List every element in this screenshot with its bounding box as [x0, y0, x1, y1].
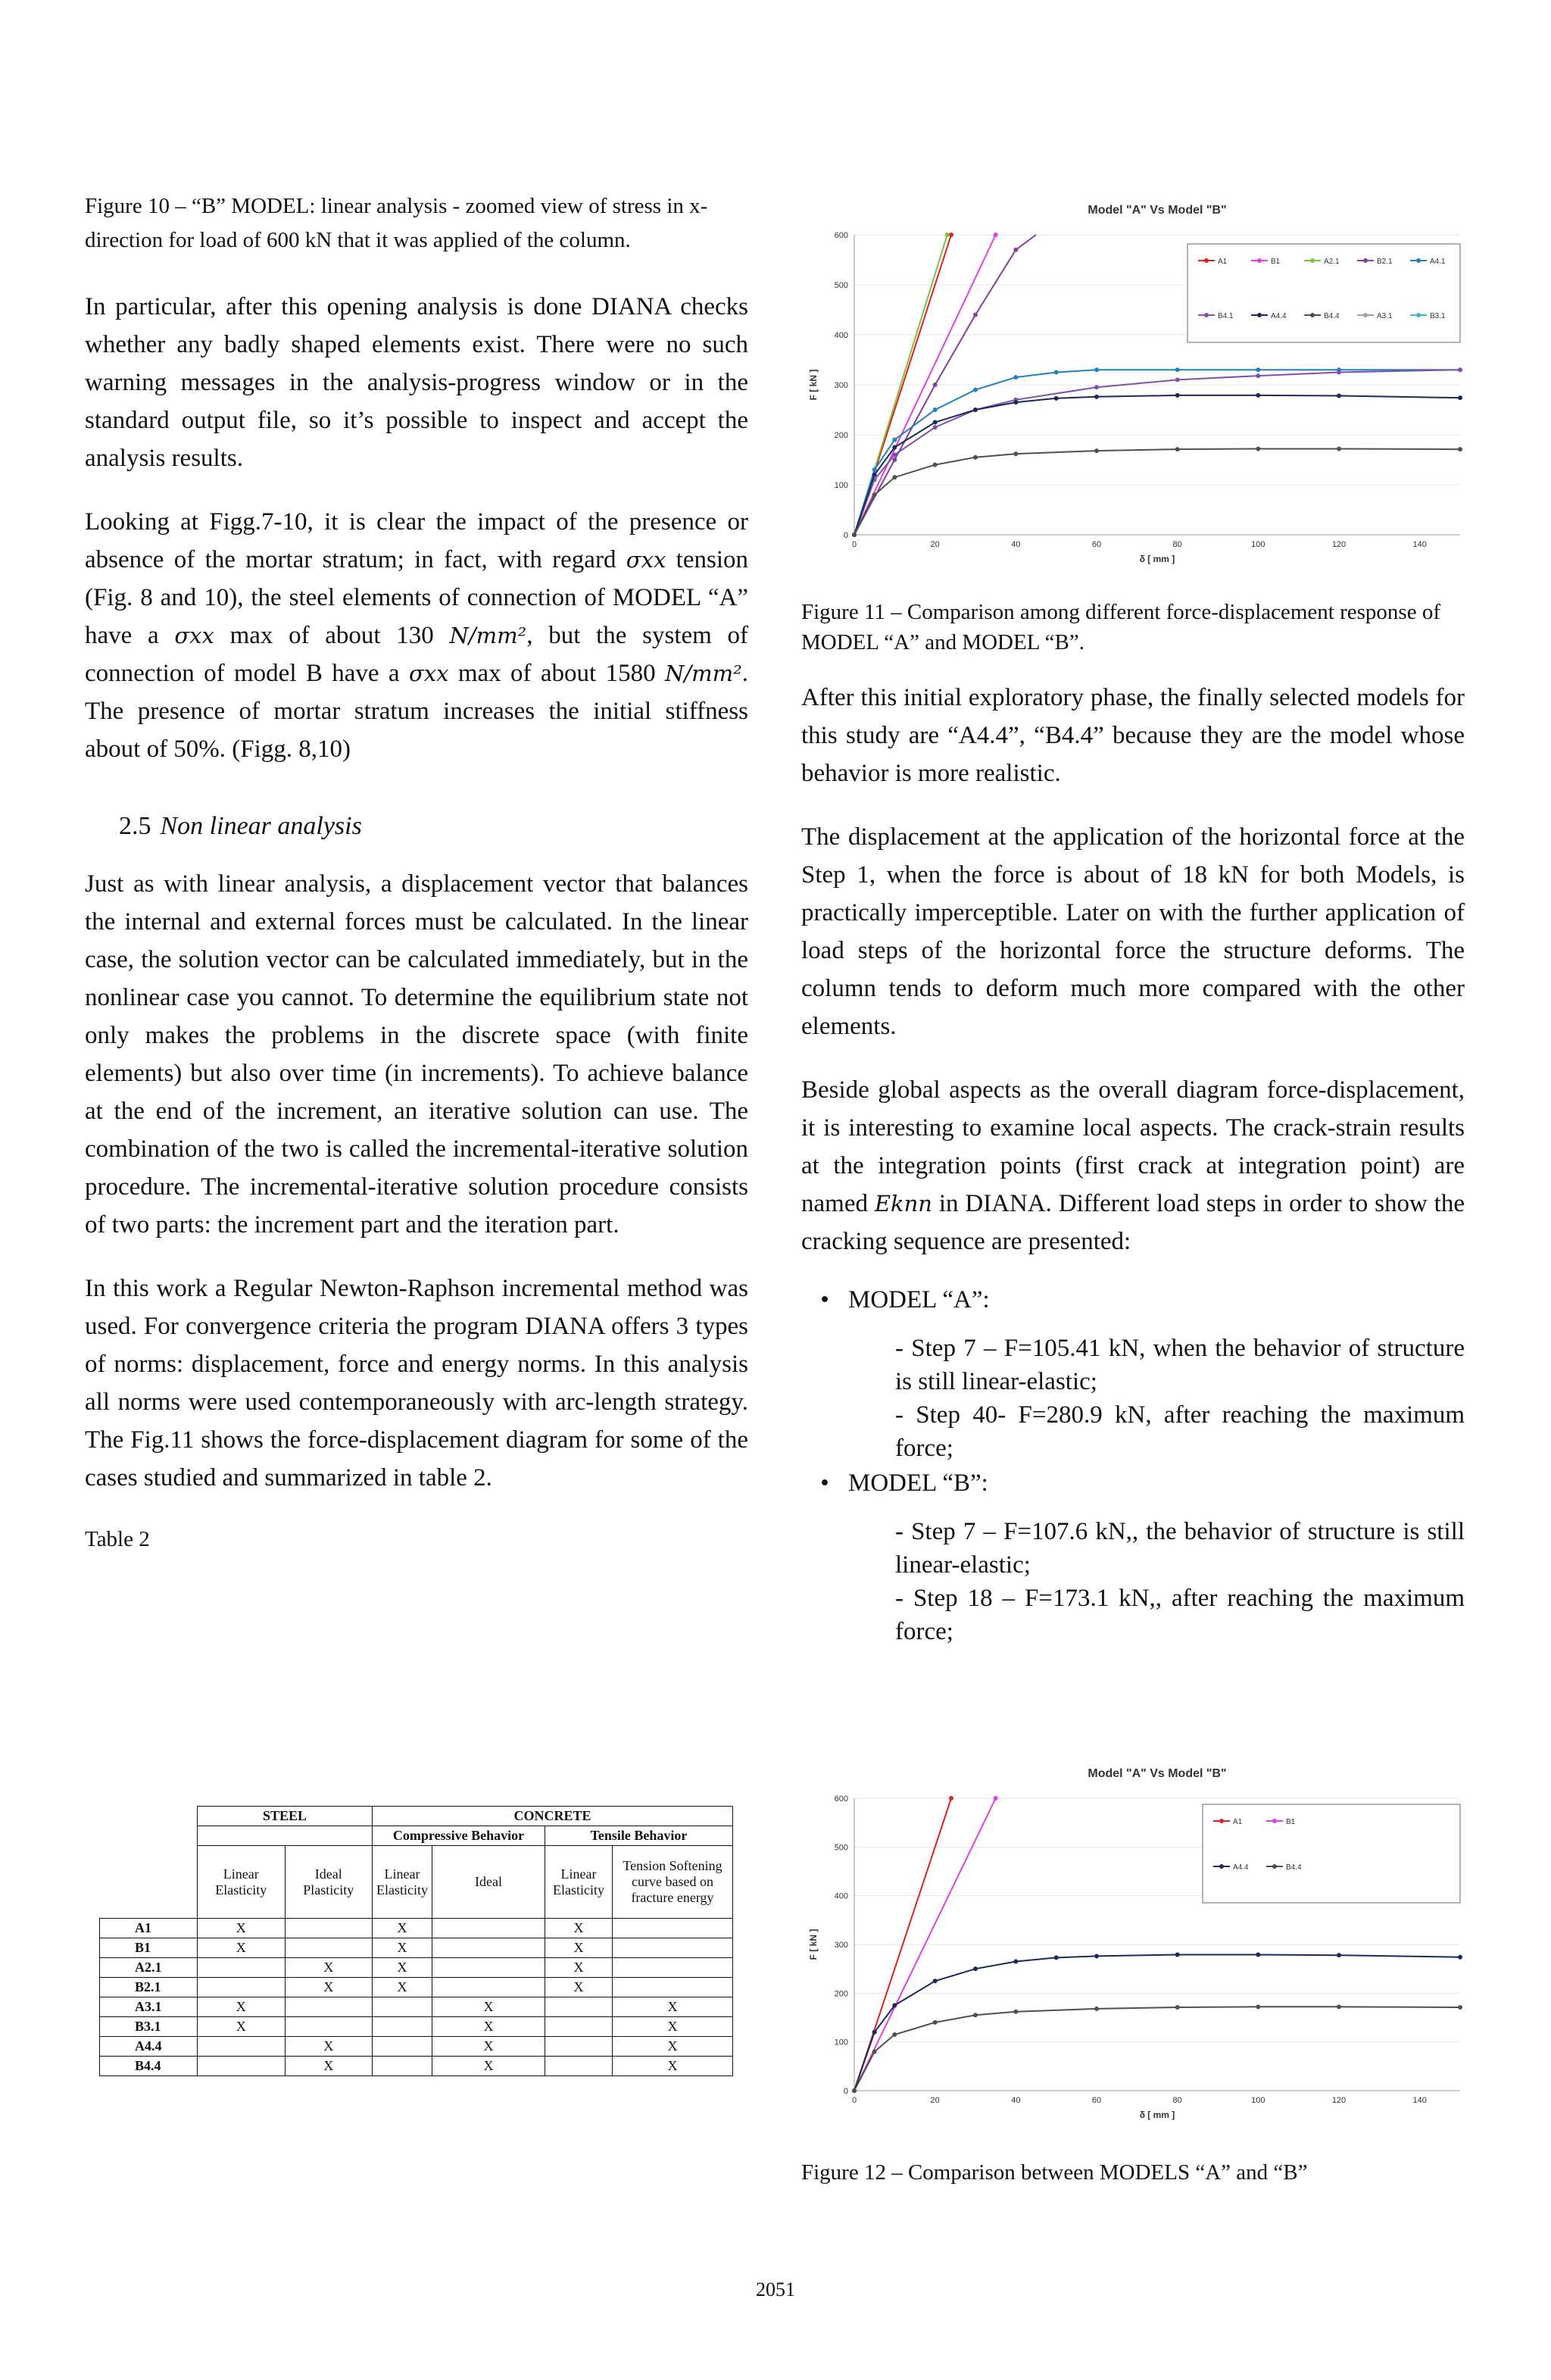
data-point — [933, 383, 938, 387]
x-tick-label: 140 — [1412, 540, 1427, 549]
table-row — [100, 1997, 733, 2017]
x-tick-label: 40 — [1011, 540, 1021, 549]
data-point — [1094, 385, 1099, 389]
table-cell: X — [613, 2037, 733, 2057]
data-point — [1256, 2004, 1260, 2009]
p2-text-e: max of about 1580 — [448, 660, 665, 687]
sigma-xx-symbol: σxx — [626, 547, 666, 573]
legend-marker — [1219, 1864, 1224, 1869]
x-tick-label: 140 — [1412, 2096, 1427, 2105]
data-point — [933, 1979, 938, 1983]
table-row — [100, 1938, 733, 1958]
y-tick-label: 0 — [843, 2087, 848, 2096]
data-point — [994, 233, 998, 237]
data-point — [973, 313, 978, 317]
data-point — [1013, 375, 1018, 379]
data-point — [933, 463, 938, 467]
series-line-a4-4 — [854, 1955, 1460, 2091]
data-point — [872, 2050, 877, 2054]
x-tick-label: 0 — [851, 540, 857, 549]
table-cell — [432, 1958, 545, 1978]
data-point — [892, 452, 897, 457]
page-number: 2051 — [756, 2278, 795, 2300]
table-cell: X — [285, 1958, 373, 1978]
table-cell — [432, 1938, 545, 1958]
table-cell — [545, 2017, 613, 2037]
legend-marker — [1363, 258, 1368, 263]
unit-symbol: N/mm² — [664, 661, 742, 686]
legend-marker — [1310, 313, 1315, 317]
data-point — [1175, 377, 1180, 382]
x-tick-label: 20 — [930, 2096, 940, 2105]
table-cell — [545, 2057, 613, 2076]
table-cell: X — [285, 1978, 373, 1997]
data-point — [1094, 367, 1099, 372]
legend-label: B4.4 — [1286, 1863, 1302, 1872]
data-point — [1013, 451, 1018, 456]
bullet-dot: • — [820, 1470, 829, 1497]
legend-label: B3.1 — [1430, 312, 1446, 320]
legend-label: A1 — [1218, 258, 1228, 266]
data-point — [1054, 370, 1059, 375]
x-tick-label: 80 — [1172, 2096, 1182, 2105]
table-cell — [285, 1938, 373, 1958]
legend-marker — [1219, 1819, 1224, 1823]
table-cell: X — [613, 1997, 733, 2017]
data-point — [933, 2020, 938, 2025]
table-2 — [99, 1806, 733, 2076]
data-point — [872, 492, 877, 497]
data-point — [1458, 447, 1462, 451]
data-point — [1256, 393, 1260, 398]
table-cell — [432, 1919, 545, 1938]
table-cell: X — [432, 2057, 545, 2076]
paragraph-displacement: The displacement at the application of the horizontal force at the Step 1, when the force is about of 18 kN for both Models, is practically imperceptible. Later on with the further application of load steps of the horizontal force the structure deforms. The column tends to deform much more compared with the other elements. — [801, 823, 1465, 1040]
data-point — [1094, 2007, 1099, 2011]
data-point — [1013, 2010, 1018, 2014]
table-cell — [285, 2017, 373, 2037]
series-line-a4-1 — [854, 370, 1460, 535]
data-point — [973, 1966, 978, 1971]
y-tick-label: 400 — [834, 1891, 848, 1901]
sigma-xx-symbol: σxx — [174, 623, 214, 648]
data-point — [1256, 373, 1260, 378]
legend-label: A1 — [1233, 1818, 1243, 1826]
table-cell — [373, 2037, 432, 2057]
table-row — [100, 1919, 733, 1938]
table-cell — [373, 1997, 432, 2017]
data-point — [945, 233, 950, 237]
y-tick-label: 100 — [834, 481, 848, 490]
data-point — [892, 475, 897, 479]
y-tick-label: 200 — [834, 431, 848, 440]
model-a-step-7: - Step 7 – F=105.41 kN, when the behavior of structure is still linear-elastic; — [895, 1335, 1465, 1395]
p2-text-d: , but the system of connection of model B have a — [85, 622, 748, 687]
table-cell: X — [285, 2037, 373, 2057]
table-cell — [373, 2057, 432, 2076]
header-ideal-plasticity: Ideal Plasticity — [285, 1846, 373, 1919]
table-cell — [198, 2037, 286, 2057]
sigma-xx-symbol: σxx — [408, 661, 449, 686]
legend-marker — [1272, 1864, 1277, 1869]
y-axis-label: F [ kN ] — [808, 369, 819, 401]
data-point — [1054, 396, 1059, 401]
eknn-symbol: Eknn — [874, 1191, 932, 1217]
table-cell: X — [432, 2017, 545, 2037]
data-point — [1094, 395, 1099, 399]
data-point — [1256, 367, 1260, 372]
paragraph-nonlinear: Just as with linear analysis, a displacement vector that balances the internal and external forces must be calculated. In the linear case, the solution vector can be calculated immediately, but in the nonlinear case you cannot. To determine the equilibrium state not only makes the problems in the discrete space (with finite elements) but also over time (in increments). To achieve balance at the end of the increment, an iterative solution can use. The combination of the two is called the incremental-iterative solution procedure. The incremental-iterative solution procedure consists of two parts: the increment part and the iteration part. — [85, 870, 748, 1238]
table-cell — [285, 1919, 373, 1938]
legend-label: A4.4 — [1233, 1863, 1249, 1872]
legend-marker — [1204, 313, 1209, 317]
table-cell: X — [198, 1997, 286, 2017]
paragraph-crack-strain — [801, 1071, 1465, 1260]
table-row — [100, 2017, 733, 2037]
table-cell: X — [432, 1997, 545, 2017]
data-point — [1337, 394, 1341, 398]
legend-label: B4.4 — [1324, 312, 1340, 320]
table-row — [100, 2037, 733, 2057]
legend-marker — [1272, 1819, 1277, 1823]
data-point — [1175, 367, 1180, 372]
data-point — [1256, 446, 1260, 451]
table-cell — [373, 2017, 432, 2037]
data-point — [1175, 1953, 1180, 1957]
x-tick-label: 20 — [930, 540, 940, 549]
table-body — [100, 1919, 733, 2076]
table-row — [100, 2057, 733, 2076]
row-label: A1 — [100, 1919, 198, 1938]
legend-label: A2.1 — [1324, 258, 1340, 266]
row-label: A3.1 — [100, 1997, 198, 2017]
p3-text-a: Beside global aspects as the overall diagram force-displacement, it is interesting to examine local aspects. The crack-strain results at the integration points (first crack at integration point) are named — [801, 1076, 1465, 1217]
row-label: B3.1 — [100, 2017, 198, 2037]
data-point — [852, 2088, 857, 2093]
figure-10-caption: Figure 10 – “B” MODEL: linear analysis - zoomed view of stress in x-direction for load of 600 kN that it was applied of the column. — [85, 194, 708, 252]
y-tick-label: 0 — [843, 531, 848, 540]
data-point — [1094, 448, 1099, 453]
left-column — [85, 189, 748, 1557]
y-tick-label: 500 — [834, 281, 848, 290]
figure-12-caption: Figure 12 – Comparison between MODELS “A” and “B” — [801, 2160, 1308, 2185]
table-cell: X — [373, 1978, 432, 1997]
bullet-model-b — [801, 1465, 1465, 1501]
data-point — [933, 425, 938, 429]
data-point — [1337, 1953, 1341, 1957]
section-heading — [119, 807, 748, 850]
data-point — [1337, 370, 1341, 375]
y-tick-label: 300 — [834, 381, 848, 390]
figure-11-chart — [801, 198, 1468, 577]
legend-marker — [1204, 258, 1209, 263]
bullet-dot: • — [820, 1286, 829, 1313]
table-cell: X — [285, 2057, 373, 2076]
paragraph-mortar-impact — [85, 503, 748, 768]
data-point — [1458, 2005, 1462, 2010]
figure-11-caption: Figure 11 – Comparison among different force-displacement response of MODEL “A” and MODEL “B”. — [801, 600, 1440, 654]
header-linear-elasticity-comp: Linear Elasticity — [373, 1846, 432, 1919]
legend-label: A4.1 — [1430, 258, 1446, 266]
table-cell: X — [545, 1938, 613, 1958]
x-tick-label: 120 — [1331, 540, 1347, 549]
legend-label: A3.1 — [1377, 312, 1393, 320]
x-tick-label: 60 — [1091, 540, 1102, 549]
table-cell: X — [613, 2057, 733, 2076]
data-point — [1458, 1955, 1462, 1960]
data-point — [1054, 1955, 1059, 1960]
bullet-model-a — [801, 1282, 1465, 1318]
y-tick-label: 100 — [834, 2038, 848, 2047]
table-cell — [613, 1919, 733, 1938]
table-cell — [613, 1938, 733, 1958]
table-cell — [545, 1997, 613, 2017]
legend-marker — [1310, 258, 1315, 263]
y-tick-label: 200 — [834, 1989, 848, 1999]
model-b-step-7: - Step 7 – F=107.6 kN,, the behavior of structure is still linear-elastic; — [895, 1518, 1465, 1579]
table-cell: X — [545, 1978, 613, 1997]
section-number: 2.5 — [119, 812, 151, 840]
table-cell: X — [545, 1958, 613, 1978]
series-line-b4-4 — [854, 2007, 1460, 2091]
paragraph-diana-check: In particular, after this opening analysis is done DIANA checks whether any badly shaped elements exist. There were no such warning messages in the analysis-progress window or in the standard output file, so it’s possible to inspect and accept the analysis results. — [85, 293, 748, 472]
x-tick-label: 100 — [1251, 540, 1265, 549]
table-cell — [198, 2057, 286, 2076]
table-cell — [545, 2037, 613, 2057]
legend-marker — [1416, 258, 1421, 263]
chart-title: Model "A" Vs Model "B" — [1088, 1767, 1227, 1780]
data-point — [1458, 367, 1462, 372]
data-point — [872, 2030, 877, 2035]
section-title: Non linear analysis — [160, 812, 362, 840]
table-cell: X — [373, 1958, 432, 1978]
y-tick-label: 500 — [834, 1843, 848, 1853]
data-point — [852, 533, 857, 537]
model-a-step-40: - Step 40- F=280.9 kN, after reaching the maximum force; — [895, 1401, 1465, 1462]
data-point — [892, 458, 897, 462]
unit-symbol: N/mm² — [449, 623, 527, 648]
data-point — [1458, 395, 1462, 400]
table-cell: X — [198, 1919, 286, 1938]
model-b-step-18: - Step 18 – F=173.1 kN,, after reaching the maximum force; — [895, 1585, 1465, 1645]
x-axis-label: δ [ mm ] — [1139, 554, 1175, 564]
header-tensile: Tensile Behavior — [545, 1826, 733, 1846]
bullet-label: MODEL “B”: — [848, 1470, 988, 1497]
legend-marker — [1416, 313, 1421, 317]
table-cell — [198, 1978, 286, 1997]
data-point — [1175, 393, 1180, 398]
data-point — [1175, 2005, 1180, 2010]
p2-text-a: Looking at Figg.7-10, it is clear the impact of the presence or absence of the mortar stratum; in fact, with regard — [85, 508, 748, 573]
x-tick-label: 120 — [1331, 2096, 1347, 2105]
table-cell — [613, 1978, 733, 1997]
row-label: B4.4 — [100, 2057, 198, 2076]
data-point — [973, 455, 978, 460]
table-cell: X — [545, 1919, 613, 1938]
p2-text-f: . The presence of mortar stratum increases the initial stiffness about of 50%. (Figg. 8,10) — [85, 660, 748, 763]
data-point — [1094, 1954, 1099, 1958]
y-tick-label: 600 — [834, 1794, 848, 1804]
header-linear-elasticity-tens: Linear Elasticity — [545, 1846, 613, 1919]
data-point — [949, 1796, 953, 1801]
data-point — [1337, 446, 1341, 451]
table-corner — [100, 1807, 198, 1919]
data-point — [949, 233, 953, 237]
header-concrete: CONCRETE — [373, 1807, 733, 1826]
legend-marker — [1257, 313, 1262, 317]
header-linear-elasticity-steel: Linear Elasticity — [198, 1846, 286, 1919]
p3-text-b: in DIANA. Different load steps in order to show the cracking sequence are presented: — [801, 1190, 1465, 1255]
data-point — [1013, 1960, 1018, 1964]
data-point — [1337, 2004, 1341, 2009]
paragraph-selected-models: After this initial exploratory phase, the finally selected models for this study are “A4.4”, “B4.4” because they are the model whose behavior is more realistic. — [801, 684, 1465, 787]
table-2-label: Table 2 — [85, 1527, 150, 1551]
header-steel: STEEL — [198, 1807, 373, 1826]
y-tick-label: 300 — [834, 1941, 848, 1950]
table-cell: X — [373, 1919, 432, 1938]
bullet-label: MODEL “A”: — [848, 1286, 990, 1313]
data-point — [933, 420, 938, 425]
data-point — [1013, 400, 1018, 404]
header-steel-blank — [198, 1826, 373, 1846]
data-point — [892, 2032, 897, 2037]
legend-label: B1 — [1271, 258, 1281, 266]
data-point — [973, 2013, 978, 2017]
table-cell — [432, 1978, 545, 1997]
table-cell — [198, 1958, 286, 1978]
header-ideal: Ideal — [432, 1846, 545, 1919]
x-tick-label: 60 — [1091, 2096, 1102, 2105]
legend-label: B4.1 — [1218, 312, 1234, 320]
table-cell: X — [613, 2017, 733, 2037]
data-point — [994, 1796, 998, 1801]
x-axis-label: δ [ mm ] — [1139, 2110, 1175, 2120]
table-cell: X — [198, 2017, 286, 2037]
legend-marker — [1257, 258, 1262, 263]
row-label: A4.4 — [100, 2037, 198, 2057]
data-point — [973, 408, 978, 412]
header-tension-softening: Tension Softening curve based on fracture energy — [613, 1846, 733, 1919]
legend-label: A4.4 — [1271, 312, 1287, 320]
data-point — [892, 445, 897, 450]
y-tick-label: 600 — [834, 231, 848, 240]
x-tick-label: 80 — [1172, 540, 1182, 549]
data-point — [1013, 248, 1018, 252]
chart-title: Model "A" Vs Model "B" — [1088, 204, 1227, 217]
table-row — [100, 1978, 733, 1997]
table-cell — [285, 1997, 373, 2017]
data-point — [933, 408, 938, 412]
legend-marker — [1363, 313, 1368, 317]
figure-12-chart — [801, 1762, 1468, 2133]
p2-text-c: max of about 130 — [214, 622, 450, 649]
x-tick-label: 0 — [851, 2096, 857, 2105]
y-axis-label: F [ kN ] — [808, 1929, 819, 1960]
series-line-b4-4 — [854, 449, 1460, 536]
paragraph-newton-raphson: In this work a Regular Newton-Raphson incremental method was used. For convergence criteria the program DIANA offers 3 types of norms: displacement, force and energy norms. In this analysis all norms were used contemporaneously with arc-length strategy. The Fig.11 shows the force-displacement diagram for some of the cases studied and summarized in table 2. — [85, 1275, 748, 1491]
p2-text-b: tension (Fig. 8 and 10), the steel elements of connection of MODEL “A” have a — [85, 546, 748, 649]
series-line-b4-1 — [854, 370, 1460, 535]
data-point — [1175, 447, 1180, 451]
row-label: B1 — [100, 1938, 198, 1958]
table-cell — [613, 1958, 733, 1978]
table-cell: X — [198, 1938, 286, 1958]
data-point — [1256, 1953, 1260, 1957]
data-point — [892, 438, 897, 442]
table-cell: X — [432, 2037, 545, 2057]
x-tick-label: 40 — [1011, 2096, 1021, 2105]
table-row — [100, 1958, 733, 1978]
row-label: B2.1 — [100, 1978, 198, 1997]
data-point — [973, 388, 978, 392]
series-line-a4-4 — [854, 395, 1460, 535]
data-point — [872, 473, 877, 477]
data-point — [892, 2003, 897, 2007]
legend-label: B2.1 — [1377, 258, 1393, 266]
x-tick-label: 100 — [1251, 2096, 1265, 2105]
table-header-row-1 — [100, 1807, 733, 1826]
row-label: A2.1 — [100, 1958, 198, 1978]
y-tick-label: 400 — [834, 331, 848, 340]
table-cell: X — [373, 1938, 432, 1958]
right-column — [801, 597, 1465, 1648]
header-compressive: Compressive Behavior — [373, 1826, 545, 1846]
legend-label: B1 — [1286, 1818, 1296, 1826]
